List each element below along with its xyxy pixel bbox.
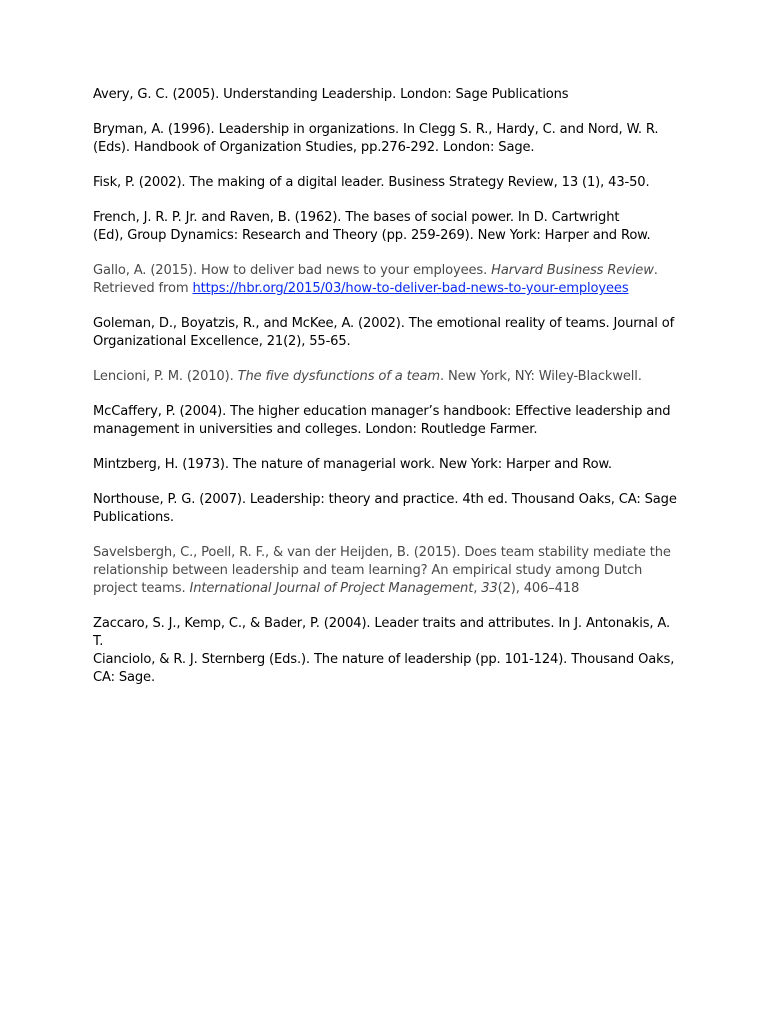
reference-text: Lencioni, P. M. (2010).: [93, 369, 238, 384]
reference-italic-text: Harvard Business Review: [491, 263, 654, 278]
reference-text: (2), 406–418: [497, 581, 580, 596]
reference-text: ,: [473, 581, 482, 596]
reference-text: Fisk, P. (2002). The making of a digital leader. Business Strategy Review, 13 (1), 43-50.: [93, 175, 650, 190]
reference-text: Retrieved from: [93, 281, 193, 296]
reference-text: Gallo, A. (2015). How to deliver bad news to your employees.: [93, 263, 492, 278]
reference-text: . New York, NY: Wiley-Blackwell.: [439, 369, 642, 384]
reference-text: Publications.: [93, 510, 174, 525]
reference-entry: [93, 456, 683, 474]
reference-entry: [93, 544, 683, 598]
reference-text: French, J. R. P. Jr. and Raven, B. (1962). The bases of social power. In D. Cartwright: [93, 210, 620, 225]
reference-entry: [93, 403, 683, 439]
reference-link[interactable]: https://hbr.org/2015/03/how-to-deliver-bad-news-to-your-employees: [192, 281, 629, 296]
reference-entry: [93, 368, 683, 386]
reference-entry: [93, 121, 683, 157]
reference-text: Avery, G. C. (2005). Understanding Leadership. London: Sage Publications: [93, 87, 569, 102]
reference-text: (Eds). Handbook of Organization Studies, pp.276-292. London: Sage.: [93, 140, 535, 155]
reference-text: management in universities and colleges. London: Routledge Farmer.: [93, 422, 538, 437]
reference-text: Goleman, D., Boyatzis, R., and McKee, A. (2002). The emotional reality of teams. Journal of: [93, 316, 675, 331]
reference-text: Savelsbergh, C., Poell, R. F., & van der Heijden, B. (2015). Does team stability mediate the: [93, 545, 671, 560]
reference-text: Organizational Excellence, 21(2), 55-65.: [93, 334, 351, 349]
reference-entry: [93, 615, 683, 687]
reference-text: .: [653, 263, 658, 278]
reference-entry: [93, 86, 683, 104]
reference-text: Mintzberg, H. (1973). The nature of managerial work. New York: Harper and Row.: [93, 457, 612, 472]
reference-italic-text: The five dysfunctions of a team: [237, 369, 440, 384]
reference-text: (Ed), Group Dynamics: Research and Theory (pp. 259-269). New York: Harper and Row.: [93, 228, 651, 243]
reference-text: project teams.: [93, 581, 190, 596]
reference-entry: [93, 315, 683, 351]
reference-entry: [93, 209, 683, 245]
reference-list: [93, 86, 683, 704]
reference-text: Zaccaro, S. J., Kemp, C., & Bader, P. (2004). Leader traits and attributes. In J. Antonakis, A. T.: [93, 616, 670, 649]
reference-entry: [93, 174, 683, 192]
reference-text: CA: Sage.: [93, 670, 155, 685]
reference-text: Bryman, A. (1996). Leadership in organizations. In Clegg S. R., Hardy, C. and Nord, W. R.: [93, 122, 659, 137]
reference-italic-text: 33: [481, 581, 498, 596]
reference-text: relationship between leadership and team learning? An empirical study among Dutch: [93, 563, 643, 578]
reference-italic-text: International Journal of Project Management: [189, 581, 474, 596]
reference-text: Cianciolo, & R. J. Sternberg (Eds.). The nature of leadership (pp. 101-124). Thousand Oaks,: [93, 652, 675, 667]
reference-text: Northouse, P. G. (2007). Leadership: theory and practice. 4th ed. Thousand Oaks, CA: Sage: [93, 492, 677, 507]
reference-entry: [93, 262, 683, 298]
reference-entry: [93, 491, 683, 527]
reference-text: McCaffery, P. (2004). The higher education manager’s handbook: Effective leadership and: [93, 404, 671, 419]
